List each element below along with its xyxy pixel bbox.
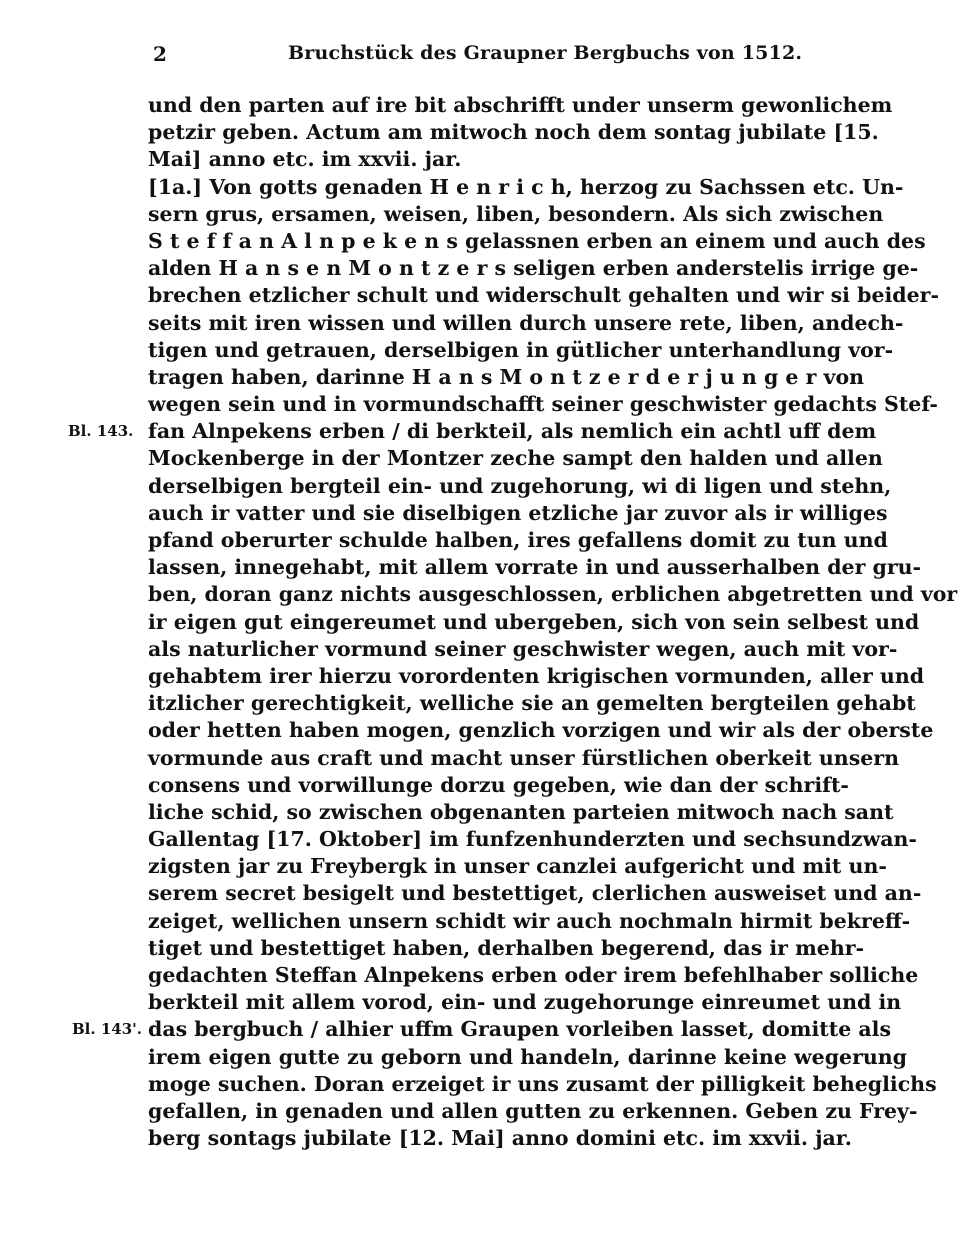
text-line: sern grus, ersamen, weisen, liben, besondern. Als sich zwischen bbox=[148, 201, 884, 226]
text-line: und den parten auf ire bit abschrifft under unserm gewonlichem bbox=[148, 93, 893, 117]
text-line: zigsten jar zu Freybergk in unser canzlei aufgericht und mit un- bbox=[148, 854, 887, 879]
text-line: fan Alnpekens erben / di berkteil, als nemlich ein achtl uff dem bbox=[148, 419, 877, 444]
text-line: liche schid, so zwischen obgenanten parteien mitwoch nach sant bbox=[148, 799, 894, 824]
text-line: als naturlicher vormund seiner geschwister wegen, auch mit vor- bbox=[148, 636, 898, 661]
text-line: Gallentag [17. Oktober] im funfzenhunderzten und sechsundzwan- bbox=[148, 827, 917, 852]
running-title: Bruchstück des Graupner Bergbuchs von 1512. bbox=[288, 42, 803, 64]
body-text bbox=[68, 92, 958, 1152]
text-line: auch ir vatter und sie diselbigen etzliche jar zuvor als ir williges bbox=[148, 500, 888, 525]
text-line: wegen sein und in vormundschafft seiner geschwister gedachts Stef- bbox=[148, 392, 938, 417]
text-line: berkteil mit allem vorod, ein- und zugehorunge einreumet und in bbox=[148, 990, 902, 1015]
text-line: pfand oberurter schulde halben, ires gefallens domit zu tun und bbox=[148, 528, 888, 552]
text-line: tragen haben, darinne H a n s M o n t z e r d e r j u n g e r von bbox=[148, 364, 865, 389]
text-line: derselbigen bergteil ein- und zugehorung, wi di ligen und stehn, bbox=[148, 473, 892, 498]
text-line: tigen und getrauen, derselbigen in gütlicher unterhandlung vor- bbox=[148, 337, 894, 362]
page-number: 2 bbox=[153, 42, 167, 66]
text-line: Mai] anno etc. im xxvii. jar. bbox=[148, 147, 462, 172]
text-line: berg sontags jubilate [12. Mai] anno domini etc. im xxvii. jar. bbox=[148, 1126, 852, 1151]
text-line-with-marginal bbox=[68, 418, 877, 445]
text-line: gefallen, in genaden und allen gutten zu erkennen. Geben zu Frey- bbox=[148, 1098, 918, 1123]
text-line: petzir geben. Actum am mitwoch noch dem sontag jubilate [15. bbox=[148, 120, 879, 145]
text-line: alden H a n s e n M o n t z e r s seligen erben anderstelis irrige ge- bbox=[148, 256, 919, 281]
text-line: irem eigen gutte zu geborn und handeln, darinne keine wegerung bbox=[148, 1044, 908, 1069]
text-line: seits mit iren wissen und willen durch unsere rete, liben, andech- bbox=[148, 310, 904, 335]
text-line: gehabtem irer hierzu vorordenten krigischen vormunden, aller und bbox=[148, 663, 925, 688]
text-line: serem secret besigelt und bestettiget, clerlichen ausweiset und an- bbox=[148, 881, 922, 906]
text-line: oder hetten haben mogen, genzlich vorzigen und wir als der oberste bbox=[148, 718, 934, 743]
text-line: tiget und bestettiget haben, derhalben begerend, das ir mehr- bbox=[148, 935, 865, 960]
text-line: Mockenberge in der Montzer zeche sampt den halden und allen bbox=[148, 446, 883, 471]
text-line: ben, doran ganz nichts ausgeschlossen, erblichen abgetretten und vor bbox=[148, 582, 958, 607]
text-line: moge suchen. Doran erzeiget ir uns zusamt der pilligkeit beheglichs bbox=[148, 1071, 937, 1096]
marginal-note: Bl. 143. bbox=[68, 422, 134, 441]
text-line: consens und vorwillunge dorzu gegeben, wie dan der schrift- bbox=[148, 772, 849, 797]
text-line: S t e f f a n A l n p e k e n s gelassnen erben an einem und auch des bbox=[148, 228, 926, 253]
text-line: gedachten Steffan Alnpekens erben oder irem befehlhaber solliche bbox=[148, 963, 919, 987]
text-line: das bergbuch / alhier uffm Graupen vorleiben lasset, domitte als bbox=[148, 1017, 891, 1042]
marginal-note: Bl. 143'. bbox=[72, 1020, 142, 1039]
page-header bbox=[0, 42, 960, 72]
text-line: vormunde aus craft und macht unser fürstlichen oberkeit unsern bbox=[148, 745, 900, 770]
text-line: brechen etzlicher schult und widerschult gehalten und wir si beider- bbox=[148, 283, 939, 308]
text-line: itzlicher gerechtigkeit, welliche sie an gemelten bergteilen gehabt bbox=[148, 691, 916, 716]
text-line-with-marginal bbox=[72, 1016, 891, 1043]
text-line: [1a.] Von gotts genaden H e n r i c h, herzog zu Sachssen etc. Un- bbox=[148, 174, 904, 199]
text-line: ir eigen gut eingereumet und ubergeben, sich von sein selbest und bbox=[148, 609, 920, 634]
text-line: zeiget, wellichen unsern schidt wir auch nochmaln hirmit bekreff- bbox=[148, 908, 911, 933]
text-line: lassen, innegehabt, mit allem vorrate in und ausserhalben der gru- bbox=[148, 555, 922, 580]
